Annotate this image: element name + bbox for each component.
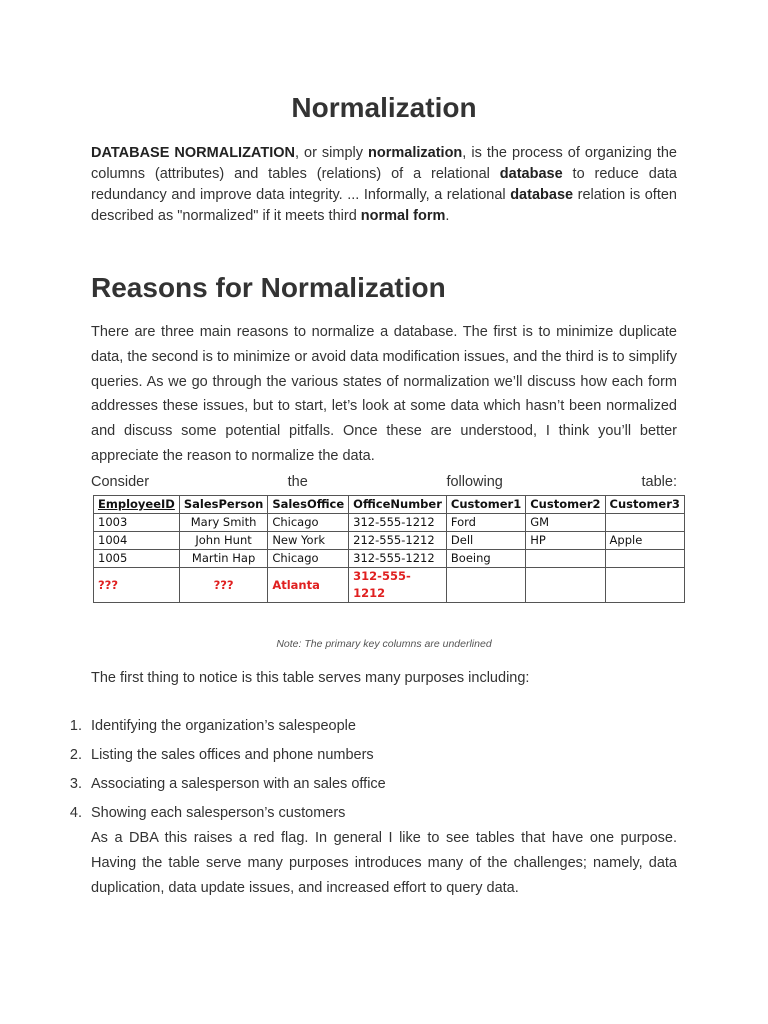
intro-text-4: relation is often described as "normalized" if it meets third — [91, 187, 677, 224]
table-cell: Apple — [605, 532, 684, 550]
intro-bold-1: normalization — [368, 145, 463, 161]
intro-paragraph — [91, 143, 677, 227]
table-cell: Chicago — [268, 550, 349, 568]
table-cell — [605, 550, 684, 568]
table-cell: Chicago — [268, 514, 349, 532]
table-cell — [605, 514, 684, 532]
list-text: Listing the sales offices and phone numbers — [91, 747, 374, 763]
table-cell: John Hunt — [179, 532, 267, 550]
column-header: OfficeNumber — [349, 496, 447, 514]
column-header: Customer1 — [446, 496, 525, 514]
column-header: SalesOffice — [268, 496, 349, 514]
list-number: 4. — [69, 805, 82, 821]
page-title: Normalization — [291, 92, 477, 123]
table-cell: 312-555-1212 — [349, 514, 447, 532]
reasons-paragraph: There are three main reasons to normalize a database. The first is to minimize duplicate data, the second is to minimize or avoid data modification issues, and the third is to simplify queries. As we go through the various states of normalization we’ll discuss how each form addresses these issues, but to start, let’s look at some data which hasn’t been normalized and discuss some potential pitfalls. Once these are understood, I think you’ll better appreciate the reason to normalize the data. — [91, 324, 677, 464]
table-caption-note: Note: The primary key columns are underlined — [276, 638, 492, 650]
intro-bold-2: database — [499, 166, 563, 182]
table-cell: ??? — [179, 568, 267, 603]
table-row — [94, 514, 685, 532]
table-row — [94, 550, 685, 568]
intro-text-3: to reduce data redundancy and improve data integrity. ... Informally, a relational — [91, 166, 677, 203]
table-cell: HP — [526, 532, 605, 550]
reasons-heading: Reasons for Normalization — [91, 272, 446, 303]
consider-word: Consider — [91, 474, 150, 490]
list-item — [69, 801, 677, 826]
employee-table — [93, 495, 685, 603]
purposes-intro: The first thing to notice is this table serves many purposes including: — [91, 670, 530, 686]
table-cell — [526, 550, 605, 568]
purposes-list — [69, 714, 677, 830]
consider-word: table: — [641, 474, 677, 490]
table-cell: Ford — [446, 514, 525, 532]
column-header: Customer3 — [605, 496, 684, 514]
table-row — [94, 532, 685, 550]
intro-bold-3: database — [510, 187, 574, 203]
intro-text-5: . — [445, 208, 450, 224]
dba-paragraph: As a DBA this raises a red flag. In general I like to see tables that have one purpose. Having the table serve many purposes introduces many of the challenges; namely, data duplication, data update issues, and increased effort to query data. — [91, 830, 677, 896]
intro-text-2: , is the process of organizing the columns (attributes) and tables (relations) of a relational — [91, 145, 677, 182]
table-cell: Mary Smith — [179, 514, 267, 532]
list-number: 2. — [69, 747, 82, 763]
table-cell: Dell — [446, 532, 525, 550]
list-item — [69, 743, 677, 768]
column-header: Customer2 — [526, 496, 605, 514]
table-cell — [446, 568, 525, 603]
table-cell: 212-555-1212 — [349, 532, 447, 550]
table-cell: Boeing — [446, 550, 525, 568]
table-cell: 312-555-1212 — [349, 550, 447, 568]
list-number: 1. — [69, 718, 82, 734]
consider-word: following — [446, 474, 503, 490]
column-header: EmployeeID — [94, 496, 180, 514]
table-cell: 1003 — [94, 514, 180, 532]
intro-text-1: , or simply — [294, 145, 369, 161]
table-cell: Atlanta — [268, 568, 349, 603]
list-text: Identifying the organization’s salespeople — [91, 718, 356, 734]
consider-line — [91, 470, 677, 494]
list-item — [69, 772, 677, 797]
table-cell: ??? — [94, 568, 180, 603]
table-cell: Martin Hap — [179, 550, 267, 568]
table-cell: New York — [268, 532, 349, 550]
table-row-unknown — [94, 568, 685, 603]
list-text: Associating a salesperson with an sales office — [91, 776, 386, 792]
table-cell: 1004 — [94, 532, 180, 550]
table-cell — [526, 568, 605, 603]
intro-bold-4: normal form — [360, 208, 446, 224]
list-text: Showing each salesperson’s customers — [91, 805, 346, 821]
table-header-row — [94, 496, 685, 514]
table-cell — [605, 568, 684, 603]
column-header: SalesPerson — [179, 496, 267, 514]
list-item — [69, 714, 677, 739]
consider-word: the — [287, 474, 308, 490]
intro-term: DATABASE NORMALIZATION — [91, 145, 295, 161]
table-cell: 312-555-1212 — [349, 568, 447, 603]
table-cell: 1005 — [94, 550, 180, 568]
list-number: 3. — [69, 776, 82, 792]
table-cell: GM — [526, 514, 605, 532]
